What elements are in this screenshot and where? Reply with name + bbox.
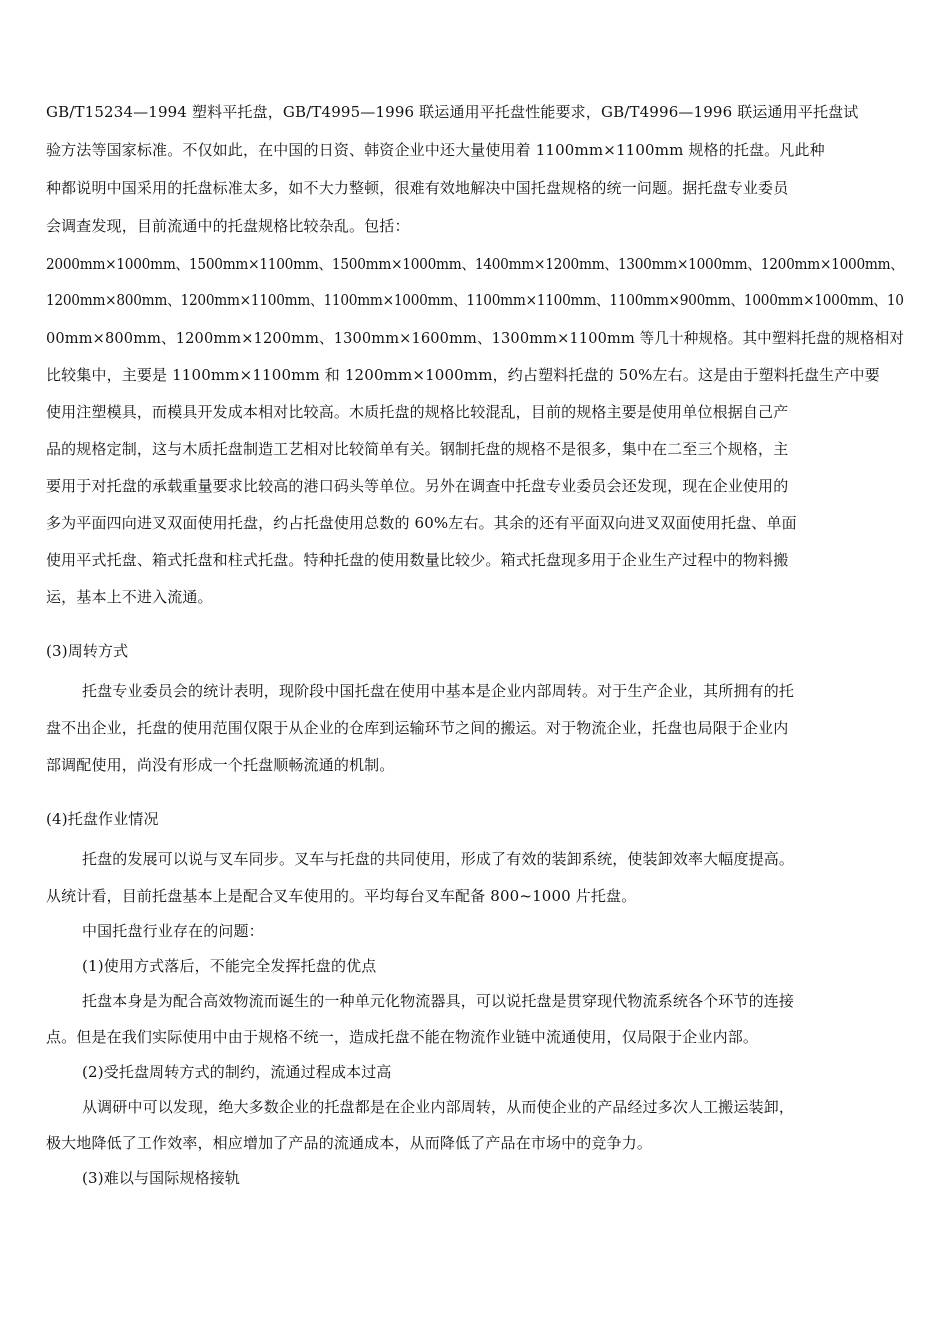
body-text-line: 要用于对托盘的承载重量要求比较高的港口码头等单位。另外在调查中托盘专业委员会还发现，现在企业使用的 [46, 477, 789, 495]
body-text-line: 00mm×800mm、1200mm×1200mm、1300mm×1600mm、1300mm×1100mm 等几十种规格。其中塑料托盘的规格相对 [46, 329, 905, 347]
section-heading: (3)周转方式 [46, 642, 129, 660]
problems-intro: 中国托盘行业存在的问题： [82, 922, 264, 940]
body-text-line: 从调研中可以发现，绝大多数企业的托盘都是在企业内部周转，从而使企业的产品经过多次人工搬运装卸， [82, 1098, 795, 1116]
body-text-line: 托盘本身是为配合高效物流而诞生的一种单元化物流器具，可以说托盘是贯穿现代物流系统各个环节的连接 [82, 992, 795, 1010]
body-text-line: 验方法等国家标准。不仅如此，在中国的日资、韩资企业中还大量使用着 1100mm×1100mm 规格的托盘。凡此种 [46, 141, 825, 159]
body-text-line: 部调配使用，尚没有形成一个托盘顺畅流通的机制。 [46, 756, 395, 774]
body-text-line: 会调查发现，目前流通中的托盘规格比较杂乱。包括： [46, 217, 410, 235]
problem-title: (1)使用方式落后，不能完全发挥托盘的优点 [82, 957, 377, 975]
section-heading: (4)托盘作业情况 [46, 810, 159, 828]
body-text-line: 从统计看，目前托盘基本上是配合叉车使用的。平均每台叉车配备 800~1000 片托盘。 [46, 887, 637, 905]
body-text-line: 品的规格定制，这与木质托盘制造工艺相对比较简单有关。钢制托盘的规格不是很多，集中在二至三个规格，主 [46, 440, 789, 458]
body-text-line: 种都说明中国采用的托盘标准太多，如不大力整顿，很难有效地解决中国托盘规格的统一问题。据托盘专业委员 [46, 179, 789, 197]
body-text-line: 托盘专业委员会的统计表明，现阶段中国托盘在使用中基本是企业内部周转。对于生产企业，其所拥有的托 [82, 682, 795, 700]
body-text-line: 运，基本上不进入流通。 [46, 588, 213, 606]
body-text-line: 1200mm×800mm、1200mm×1100mm、1100mm×1000mm、1100mm×1100mm、1100mm×900mm、1000mm×1000mm、10 [46, 291, 904, 309]
body-text-line: 使用平式托盘、箱式托盘和柱式托盘。特种托盘的使用数量比较少。箱式托盘现多用于企业生产过程中的物料搬 [46, 551, 789, 569]
body-text-line: 多为平面四向进叉双面使用托盘，约占托盘使用总数的 60%左右。其余的还有平面双向进叉双面使用托盘、单面 [46, 514, 797, 532]
body-text-line: 比较集中，主要是 1100mm×1100mm 和 1200mm×1000mm，约占塑料托盘的 50%左右。这是由于塑料托盘生产中要 [46, 366, 880, 384]
body-text-line: GB/T15234—1994 塑料平托盘，GB/T4995—1996 联运通用平托盘性能要求，GB/T4996—1996 联运通用平托盘试 [46, 103, 859, 121]
body-text-line: 极大地降低了工作效率，相应增加了产品的流通成本，从而降低了产品在市场中的竞争力。 [46, 1134, 653, 1152]
body-text-line: 盘不出企业，托盘的使用范围仅限于从企业的仓库到运输环节之间的搬运。对于物流企业，托盘也局限于企业内 [46, 719, 789, 737]
body-text-line: 2000mm×1000mm、1500mm×1100mm、1500mm×1000mm、1400mm×1200mm、1300mm×1000mm、1200mm×1000mm、 [46, 255, 904, 273]
body-text-line: 托盘的发展可以说与叉车同步。叉车与托盘的共同使用，形成了有效的装卸系统，使装卸效率大幅度提高。 [82, 850, 795, 868]
problem-title: (3)难以与国际规格接轨 [82, 1169, 241, 1187]
problem-title: (2)受托盘周转方式的制约，流通过程成本过高 [82, 1063, 392, 1081]
body-text-line: 使用注塑模具，而模具开发成本相对比较高。木质托盘的规格比较混乱，目前的规格主要是使用单位根据自己产 [46, 403, 789, 421]
body-text-line: 点。但是在我们实际使用中由于规格不统一，造成托盘不能在物流作业链中流通使用，仅局限于企业内部。 [46, 1028, 759, 1046]
